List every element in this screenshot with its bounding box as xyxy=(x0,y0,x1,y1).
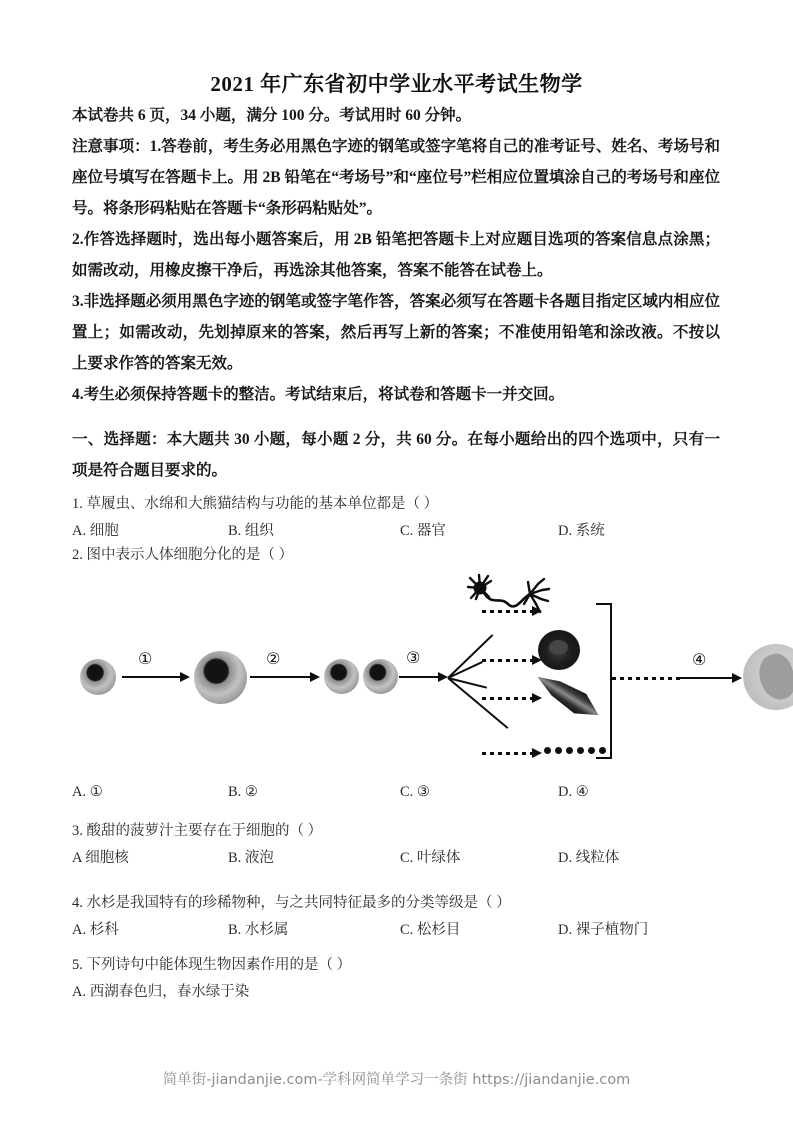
question-5 xyxy=(72,950,720,1010)
question-4 xyxy=(72,888,720,948)
question-1-option-b[interactable]: B. 组织 xyxy=(228,523,274,539)
question-4-options xyxy=(72,918,720,948)
question-3-option-d[interactable]: D. 线粒体 xyxy=(558,850,620,866)
question-4-stem: 4. 水杉是我国特有的珍稀物种，与之共同特征最多的分类等级是（ ） xyxy=(72,895,511,911)
diagram-label-3: ③ xyxy=(406,648,421,667)
dotted-arrow-2 xyxy=(482,659,534,662)
question-3-options xyxy=(72,846,720,876)
arrow-1-line xyxy=(122,676,182,678)
diagram-label-2: ② xyxy=(266,649,281,668)
question-3 xyxy=(72,816,720,876)
notice-item-4: 4.考生必须保持答题卡的整洁。考试结束后，将试卷和答题卡一并交回。 xyxy=(72,386,565,403)
enlarged-cell-icon xyxy=(194,651,247,704)
arrow-4-head xyxy=(732,673,742,683)
footer-watermark: 简单街-jiandanjie.com-学科网简单学习一条街 https://jiandanjie.com xyxy=(162,1072,631,1088)
question-5-option-a[interactable]: A. 西湖春色归，春水绿于染 xyxy=(72,984,250,1000)
notice-item-2: 2.作答选择题时，选出每小题答案后，用 2B 铅笔把答题卡上对应题目选项的答案信息点涂黑；如需改动，用橡皮擦干净后，再选涂其他答案，答案不能答在试卷上。 xyxy=(72,231,720,279)
question-1-option-a[interactable]: A. 细胞 xyxy=(72,523,119,539)
neuron-icon xyxy=(462,568,562,628)
question-4-option-d[interactable]: D. 裸子植物门 xyxy=(558,922,649,938)
question-3-option-a[interactable]: A 细胞核 xyxy=(72,850,129,866)
question-2-options-row xyxy=(72,784,720,814)
diagram-label-4: ④ xyxy=(692,650,707,669)
question-4-option-a[interactable]: A. 杉科 xyxy=(72,922,119,938)
question-3-option-c[interactable]: C. 叶绿体 xyxy=(400,850,461,866)
question-1-option-c[interactable]: C. 器官 xyxy=(400,523,446,539)
notice-item-1: 注意事项：1.答卷前，考生务必用黑色字迹的钢笔或签字笔将自己的准考证号、姓名、考场号和座位号填写在答题卡上。用 2B 铅笔在“考场号”和“座位号”栏相应位置填涂自己的考场号和座位号。将条形码粘贴在答题卡“条形码粘贴处”。 xyxy=(72,138,720,217)
dotted-arrow-3-head xyxy=(532,693,542,703)
question-2-options xyxy=(72,784,720,814)
red-blood-cell-center xyxy=(549,640,568,655)
daughter-cell-1-icon xyxy=(324,659,359,694)
notice-item-3: 3.非选择题必须用黑色字迹的钢笔或签字笔作答，答案必须写在答题卡各题目指定区域内相应位置上；如需改动，先划掉原来的答案，然后再写上新的答案；不准使用铅笔和涂改液。不按以上要求作答的答案无效。 xyxy=(72,293,720,372)
dotted-arrow-4 xyxy=(482,752,534,755)
question-2-option-c[interactable]: C. ③ xyxy=(400,784,430,800)
intro-line-1: 本试卷共 6 页，34 小题，满分 100 分。考试用时 60 分钟。 xyxy=(72,107,472,124)
cell-differentiation-diagram xyxy=(60,566,760,781)
daughter-cell-2-icon xyxy=(363,659,398,694)
question-4-option-c[interactable]: C. 松杉目 xyxy=(400,922,461,938)
arrow-2-line xyxy=(250,676,312,678)
diagram-label-1: ① xyxy=(138,649,153,668)
grouping-bracket xyxy=(596,603,612,759)
question-5-options xyxy=(72,980,720,1010)
fan-line-1 xyxy=(447,634,493,679)
question-3-option-b[interactable]: B. 液泡 xyxy=(228,850,274,866)
arrow-4-dotted xyxy=(612,677,682,680)
arrow-2-head xyxy=(310,672,320,682)
stem-cell-icon xyxy=(80,659,116,695)
dotted-arrow-4-head xyxy=(532,748,542,758)
question-1-stem: 1. 草履虫、水绵和大熊猫结构与功能的基本单位都是（ ） xyxy=(72,496,439,512)
arrow-1-head xyxy=(180,672,190,682)
question-2-option-b[interactable]: B. ② xyxy=(228,784,258,800)
question-2-option-a[interactable]: A. ① xyxy=(72,784,103,800)
question-5-stem: 5. 下列诗句中能体现生物因素作用的是（ ） xyxy=(72,957,352,973)
question-1-option-d[interactable]: D. 系统 xyxy=(558,523,605,539)
question-4-option-b[interactable]: B. 水杉属 xyxy=(228,922,289,938)
section-heading xyxy=(72,424,720,486)
page-title: 2021 年广东省初中学业水平考试生物学 xyxy=(210,72,583,96)
dotted-arrow-3 xyxy=(482,697,534,700)
question-2-stem: 2. 图中表示人体细胞分化的是（ ） xyxy=(72,547,294,563)
arrow-4-line xyxy=(680,677,735,679)
question-2-option-d[interactable]: D. ④ xyxy=(558,784,589,800)
question-3-stem: 3. 酸甜的菠萝汁主要存在于细胞的（ ） xyxy=(72,823,323,839)
section-heading-text: 一、选择题：本大题共 30 小题，每小题 2 分，共 60 分。在每小题给出的四个选项中，只有一项是符合题目要求的。 xyxy=(72,431,720,479)
intro-block xyxy=(72,100,720,410)
